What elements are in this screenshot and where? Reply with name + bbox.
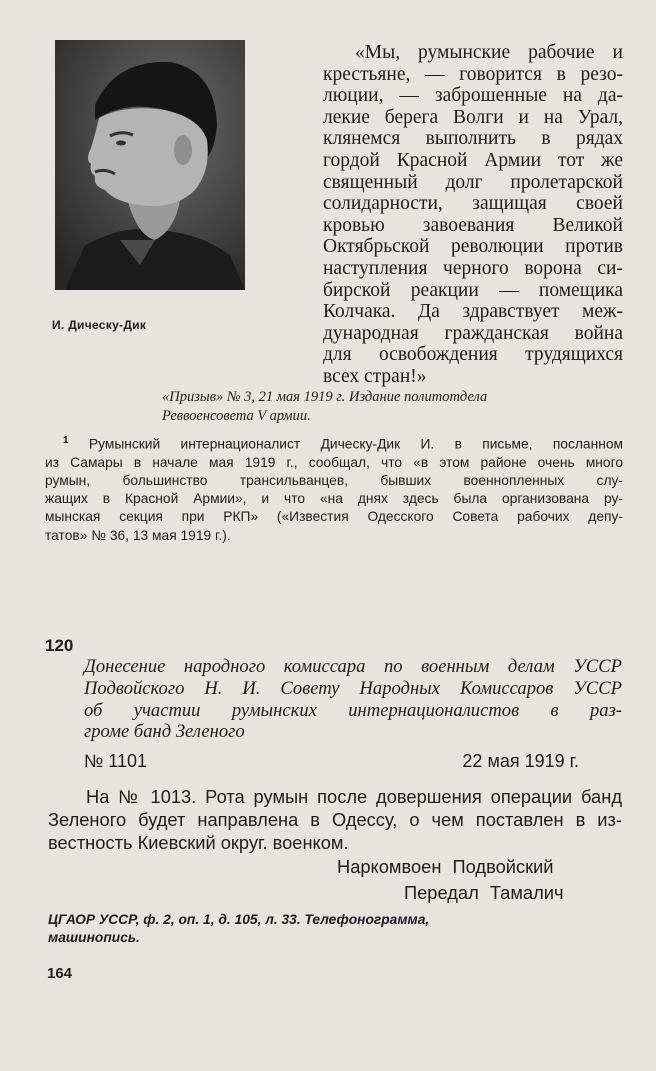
quote-line: всех стран!» — [323, 365, 427, 387]
document-title-line: громе банд Зеленого — [84, 721, 245, 743]
quote-line: крестьяне, — говорится в резо- — [323, 63, 623, 85]
footnote-marker: 1 — [63, 435, 69, 446]
footnote-line: жащих в Красной Армии», и что «на днях здесь была организована ру- — [45, 491, 623, 507]
document-title — [84, 656, 622, 743]
quote-line: клянемся выполнить в рядах — [323, 128, 623, 150]
footnote-line: мынская секция при РКП» («Известия Одесского Совета рабочих депу- — [45, 509, 623, 525]
quote-source-line: Реввоенсовета V армии. — [162, 408, 311, 424]
quote-line: «Мы, румынские рабочие и — [355, 42, 623, 63]
page-number: 164 — [47, 965, 73, 982]
document-body — [48, 785, 622, 854]
document-title-line: об участии румынских интернационалистов в раз- — [84, 699, 622, 721]
quote-line: священный долг пролетарской — [323, 171, 623, 193]
photo-caption: И. Дическу-Дик — [52, 318, 147, 332]
portrait-photo — [55, 40, 245, 290]
signature-sender: Наркомвоен Подвойский — [337, 856, 554, 877]
quote-line: бирской реакции — помещика — [323, 279, 623, 301]
document-title-line: Подвойского Н. И. Совету Народных Комиссаров УССР — [84, 677, 622, 699]
signature-transmitter: Передал Тамалич — [404, 882, 564, 903]
document-title-line: Донесение народного комиссара по военным делам УССР — [84, 656, 622, 677]
quote-source — [162, 388, 622, 426]
footnote-line: румын, большинство трансильванцев, бывших военнопленных слу- — [45, 473, 623, 488]
quote-line: наступления черного ворона си- — [323, 257, 623, 279]
footnote — [45, 432, 623, 545]
quote-line: люции, — заброшенные на да- — [323, 85, 623, 107]
footnote-text: Румынский интернационалист Дическу-Дик И. в письме, посланном — [88, 436, 623, 452]
document-date: 22 мая 1919 г. — [462, 751, 579, 771]
document-body-line: Зеленого будет направлена в Одессу, о чем поставлен в из- — [48, 809, 622, 830]
document-number: 120 — [45, 636, 74, 655]
footnote-line: татов» № 36, 13 мая 1919 г.). — [45, 527, 231, 543]
quote-line: дународная гражданская война — [323, 322, 623, 344]
quote-line: лекие берега Волги и на Урал, — [323, 106, 623, 128]
footnote-line: из Самары в начале мая 1919 г., сообщал, что «в этом районе очень много — [45, 454, 623, 470]
quote-line: солидарности, защищая своей — [323, 193, 623, 215]
quote-line: кровью завоевания Великой — [323, 214, 623, 236]
portrait-image — [55, 40, 245, 290]
footnote-line — [45, 432, 623, 454]
quote-line: Октябрьской революции против — [323, 236, 623, 258]
document-ref-number: № 1101 — [84, 751, 148, 771]
quote-source-line: «Призыв» № 3, 21 мая 1919 г. Издание политотдела — [162, 389, 488, 405]
archive-source-line: ЦГАОР УССР, ф. 2, оп. 1, д. 105, л. 33. Телефонограмма, — [48, 912, 430, 927]
quote-line: Колчака. Да здравствует меж- — [323, 301, 623, 323]
quote-line: гордой Красной Армии тот же — [323, 149, 623, 171]
quote-line: для освобождения трудящихся — [323, 344, 623, 366]
document-body-line: На № 1013. Рота румын после довершения операции банд — [86, 786, 622, 807]
archive-source-line: машинопись. — [48, 930, 140, 945]
resolution-quote — [323, 42, 623, 388]
archive-source — [48, 911, 548, 947]
document-body-line: вестность Киевский округ. военком. — [48, 832, 349, 853]
